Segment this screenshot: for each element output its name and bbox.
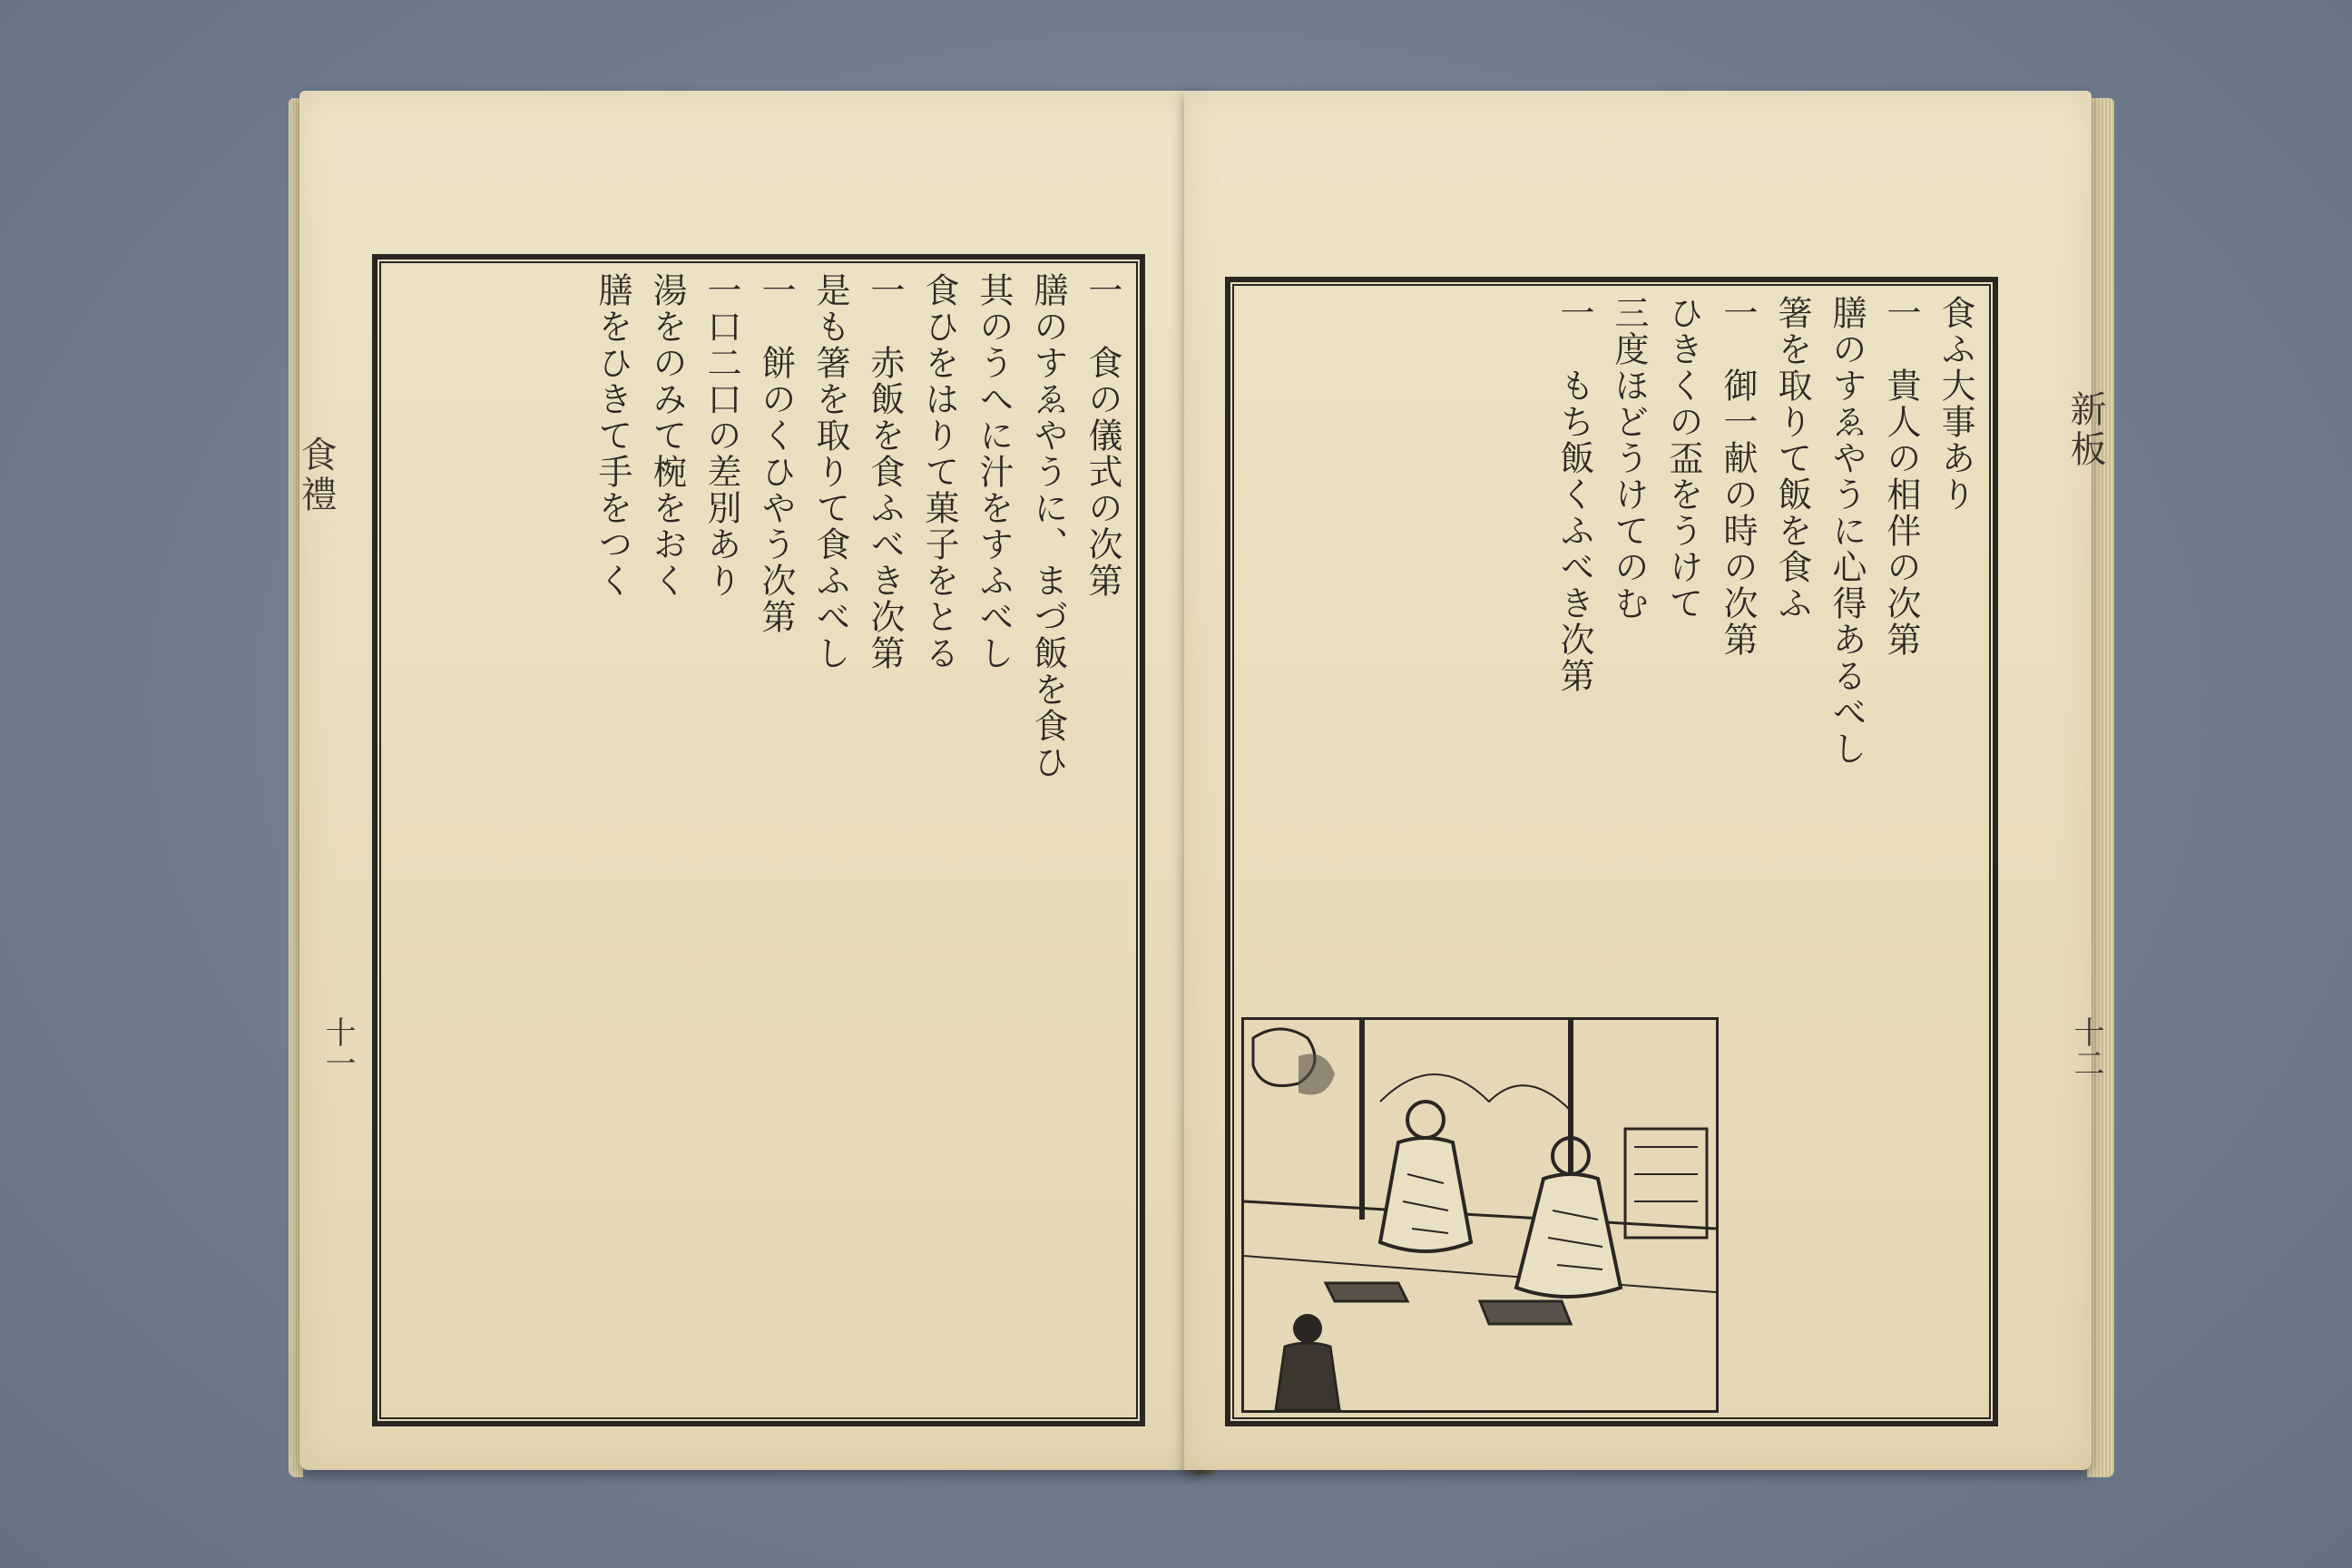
right-text-block — [1243, 295, 1980, 1022]
left-line: 湯をのみて椀をおく — [647, 272, 687, 599]
left-line: 膳のすゑやうに、まづ飯を食ひ — [1028, 272, 1068, 780]
left-side-label: 食禮 — [295, 436, 337, 515]
right-side-label: 新板 — [2064, 390, 2106, 470]
right-text-frame — [1225, 277, 1998, 1426]
left-line: 一 餅のくひやう次第 — [756, 272, 796, 635]
left-line: 一 食の儀式の次第 — [1083, 272, 1122, 599]
right-line: 箸を取りて飯を食ふ — [1772, 295, 1812, 622]
left-text-block — [390, 272, 1127, 1408]
left-line: 食ひをはりて菓子をとる — [919, 272, 959, 671]
right-line: 一 御一献の時の次第 — [1718, 295, 1758, 658]
left-page — [295, 91, 1207, 1470]
right-line: 食ふ大事あり — [1936, 295, 1975, 513]
left-text-frame — [372, 254, 1145, 1426]
open-book — [263, 91, 2123, 1497]
left-line: 其のうへに汁をすふべし — [974, 272, 1014, 671]
dining-scene-illustration — [1244, 1020, 1716, 1410]
left-line: 膳をひきて手をつく — [593, 272, 632, 599]
right-folio: 十二 — [2068, 1016, 2104, 1078]
woodblock-illustration — [1241, 1017, 1719, 1413]
left-line: 一口二口の差別あり — [701, 272, 741, 599]
left-folio: 十一 — [319, 1016, 356, 1078]
right-line: 一 貴人の相伴の次第 — [1881, 295, 1921, 658]
right-line: 膳のすゑやうに心得あるべし — [1827, 295, 1867, 767]
left-line: 一 赤飯を食ふべき次第 — [865, 272, 905, 671]
right-line: 一 もち飯くふべき次第 — [1554, 295, 1594, 694]
left-line: 是も箸を取りて食ふべし — [810, 272, 850, 671]
right-line: ひきくの盃をうけて — [1663, 295, 1703, 622]
right-page — [1184, 91, 2106, 1470]
right-line: 三度ほどうけてのむ — [1609, 295, 1649, 622]
